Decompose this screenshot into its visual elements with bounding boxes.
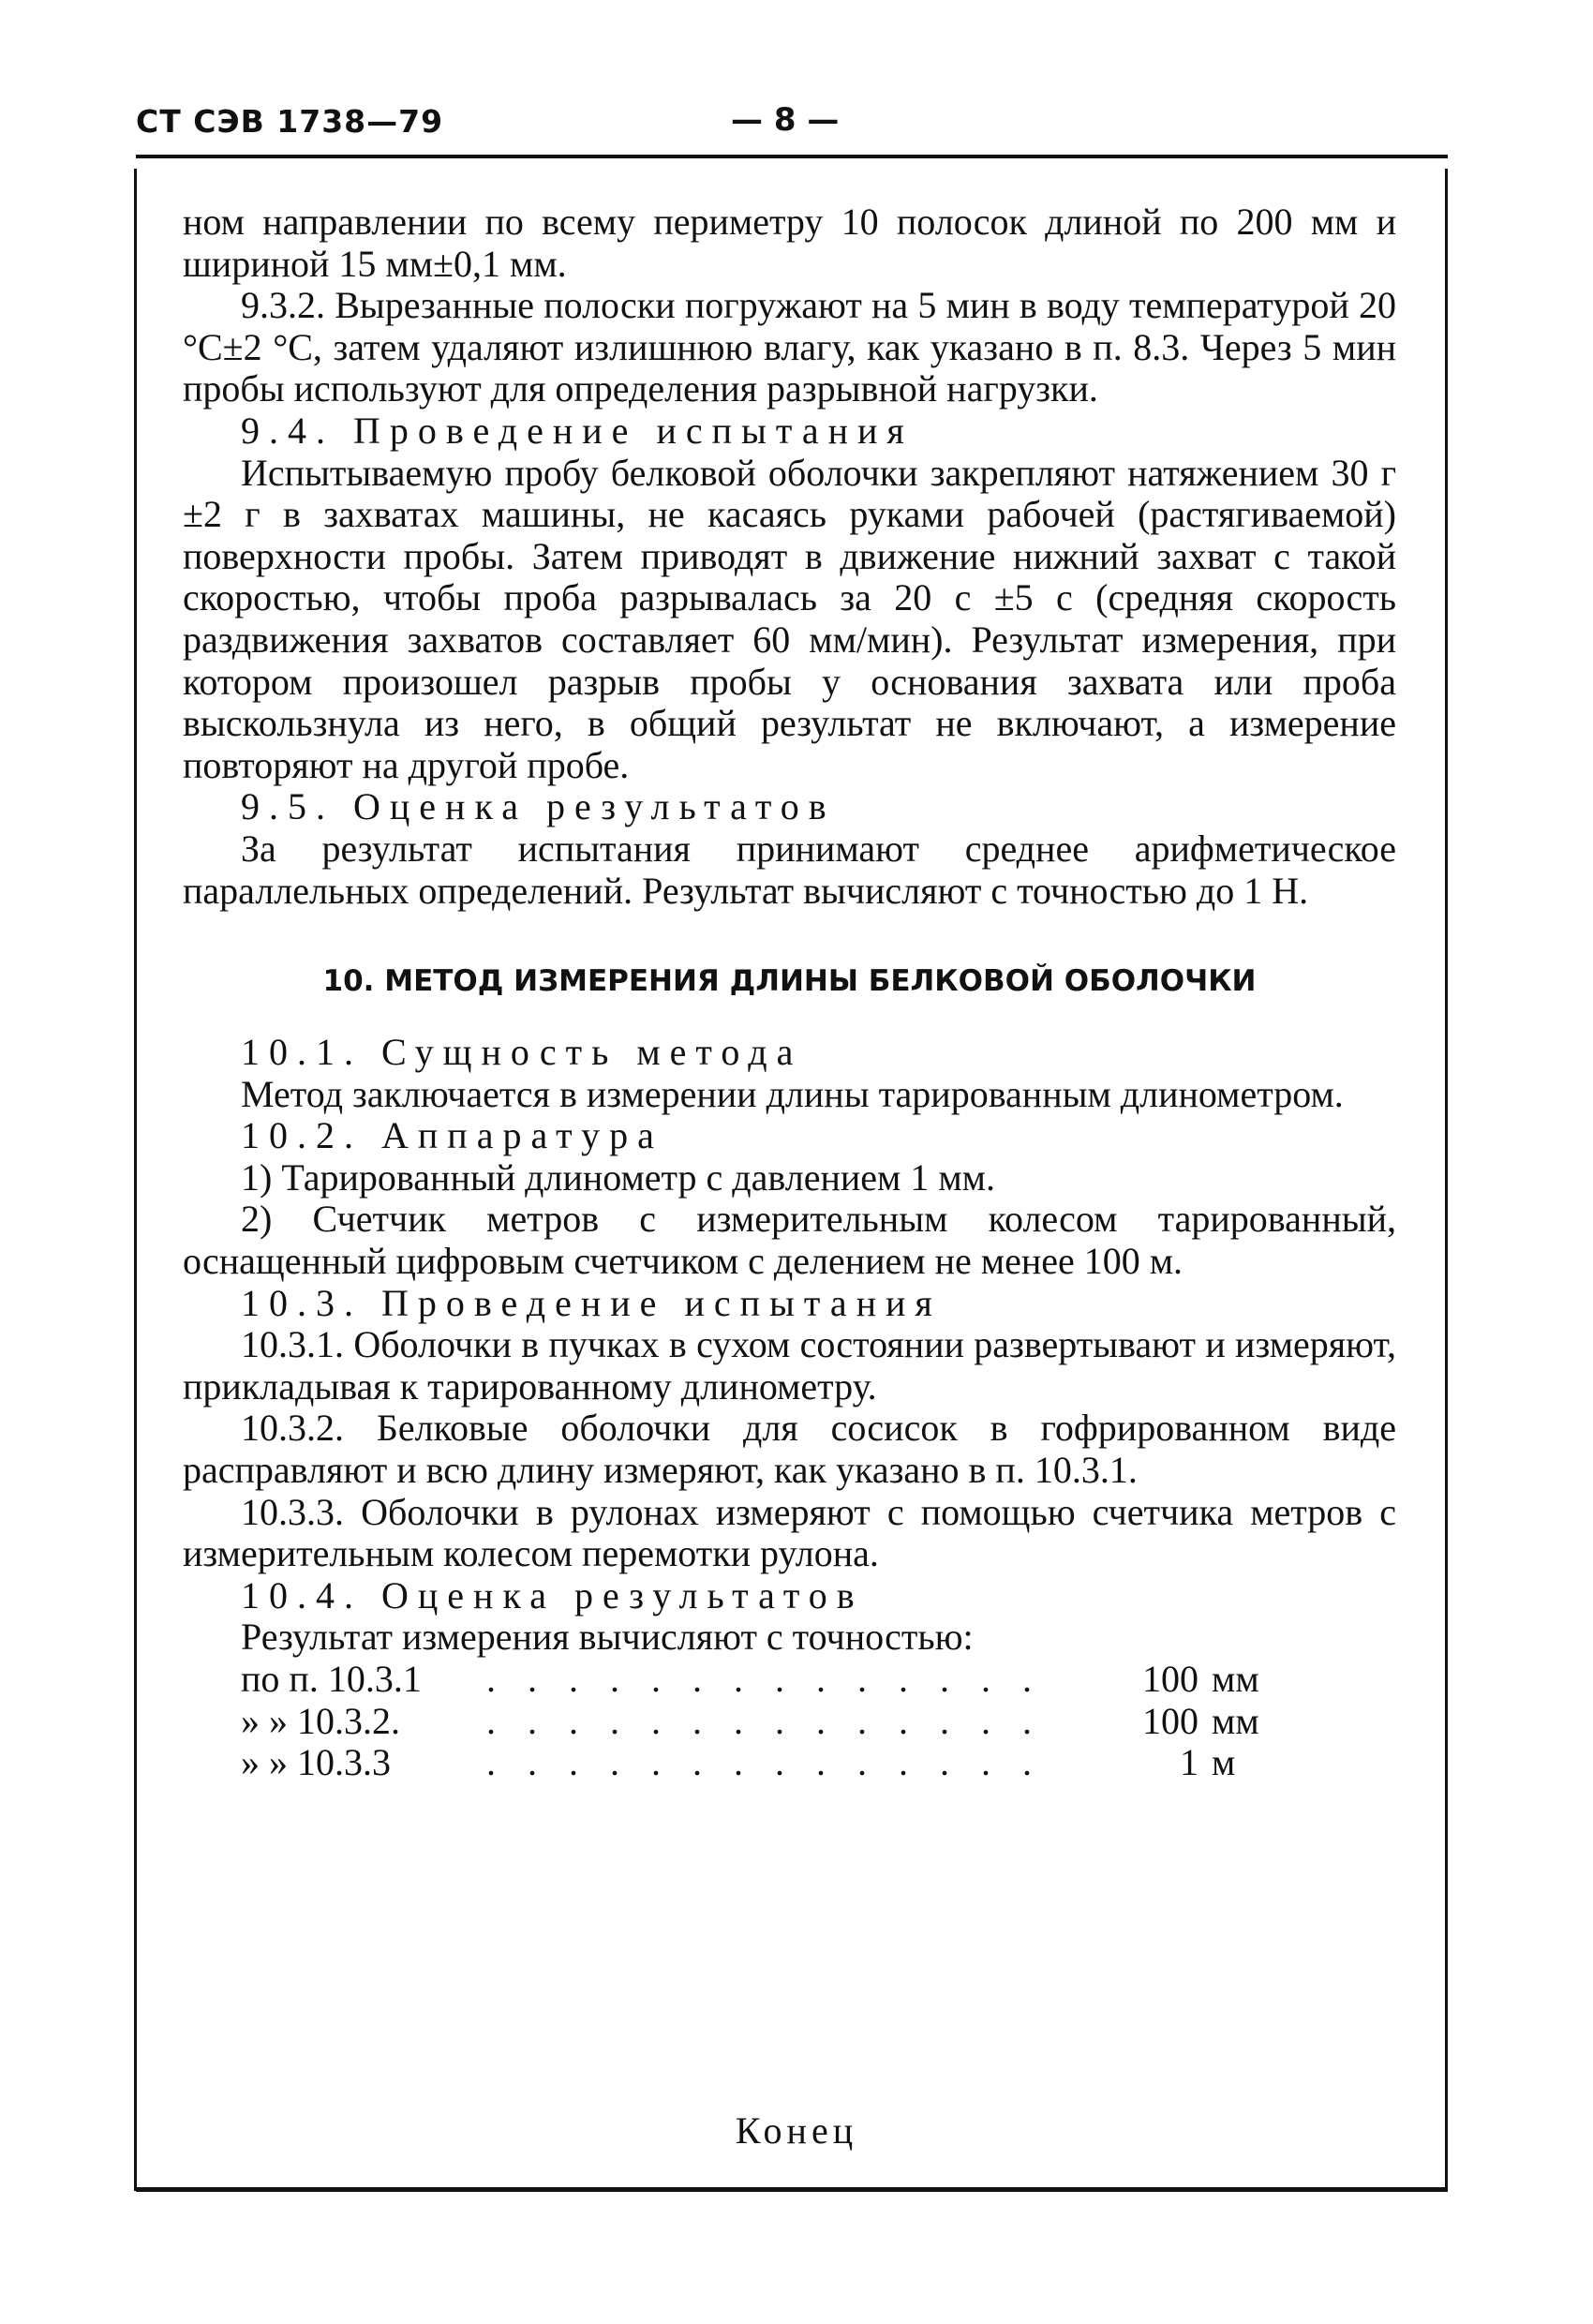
accuracy-row [241,1701,1396,1743]
frame-right-border [1445,169,1448,2191]
section-10-title: 10. МЕТОД ИЗМЕРЕНИЯ ДЛИНЫ БЕЛКОВОЙ ОБОЛОЧКИ [322,964,1257,999]
accuracy-row-value: 1 [1180,1741,1198,1784]
leader-dots: . . . . . . . . . . . . . . [486,1742,1043,1784]
clause-9-3-2: 9.3.2. Вырезанные полоски погружают на 5 мин в воду температурой 20 °С±2 °С, затем удаляют излишнюю влагу, как указано в п. 8.3. Через 5 мин пробы используют для определения разрывной нагрузки. [183,284,1396,410]
paragraph-continuation: ном направлении по всему периметру 10 полосок длиной по 200 мм и шириной 15 мм±0,1 мм. [183,201,1396,285]
end-marker: Конец [735,2109,858,2152]
accuracy-row-unit: мм [1212,1699,1259,1742]
clause-10-4-text: Результат измерения вычисляют с точностью: [241,1616,974,1659]
accuracy-row-unit: м [1212,1741,1236,1784]
leader-dots: . . . . . . . . . . . . . . [486,1700,1043,1742]
accuracy-row-label: » » 10.3.3 [241,1741,391,1784]
accuracy-row [241,1742,1396,1784]
accuracy-row-value: 100 [1142,1658,1198,1700]
page-body [183,201,1396,1784]
page-number: — 8 — [731,101,840,139]
clause-10-3-3: 10.3.3. Оболочки в рулонах измеряют с помощью счетчика метров с измерительным колесом перемотки рулона. [183,1490,1396,1575]
standard-code: СТ СЭВ 1738—79 [136,103,444,140]
clause-10-3-1: 10.3.1. Оболочки в пучках в сухом состоянии развертывают и измеряют, прикладывая к тарированному длинометру. [183,1323,1396,1408]
subheading-10-3: 10.3. Проведение испытания [241,1281,942,1324]
accuracy-row [241,1659,1396,1701]
subheading-10-1: 10.1. Сущность метода [241,1031,803,1074]
accuracy-row-label: по п. 10.3.1 [241,1658,422,1700]
leader-dots: . . . . . . . . . . . . . . [486,1659,1043,1700]
accuracy-row-value: 100 [1142,1699,1198,1742]
header-rule [136,155,1448,158]
accuracy-row-label: » » 10.3.2. [241,1699,400,1742]
subheading-9-5: 9.5. Оценка результатов [241,785,836,828]
clause-10-3-2: 10.3.2. Белковые оболочки для сосисок в гофрированном виде расправляют и всю длину измеряют, как указано в п. 10.3.1. [183,1407,1396,1492]
clause-9-4-text: Испытываемую пробу белковой оболочки закрепляют натяжением 30 г ±2 г в захватах машины, не касаясь руками рабочей (растягиваемой) поверхности пробы. Затем приводят в движение нижний захват с такой скоростью, чтобы проба разрывалась за 20 с ±5 с (средняя скорость раздвижения захватов составляет 60 мм/мин). Результат измерения, при котором произошел разрыв пробы у основания захвата или проба выскользнула из него, в общий результат не включают, а измерение повторяют на другой пробе. [183,451,1396,786]
apparatus-item-2: 2) Счетчик метров с измерительным колесом тарированный, оснащенный цифровым счетчиком с делением не менее 100 м. [183,1198,1396,1283]
accuracy-row-unit: мм [1212,1658,1259,1700]
accuracy-table [241,1659,1396,1784]
subheading-9-4: 9.4. Проведение испытания [241,409,914,452]
subheading-10-2: 10.2. Аппаратура [241,1114,663,1157]
clause-10-1-text: Метод заключается в измерении длины тарированным длинометром. [241,1072,1344,1115]
apparatus-item-1: 1) Тарированный длинометр с давлением 1 мм. [241,1155,995,1199]
footer-rule [136,2187,1448,2192]
frame-left-border [134,169,137,2191]
subheading-10-4: 10.4. Оценка результатов [241,1573,864,1616]
clause-9-5-text: За результат испытания принимают среднее арифметическое параллельных определений. Результат вычисляют с точностью до 1 Н. [183,827,1396,912]
